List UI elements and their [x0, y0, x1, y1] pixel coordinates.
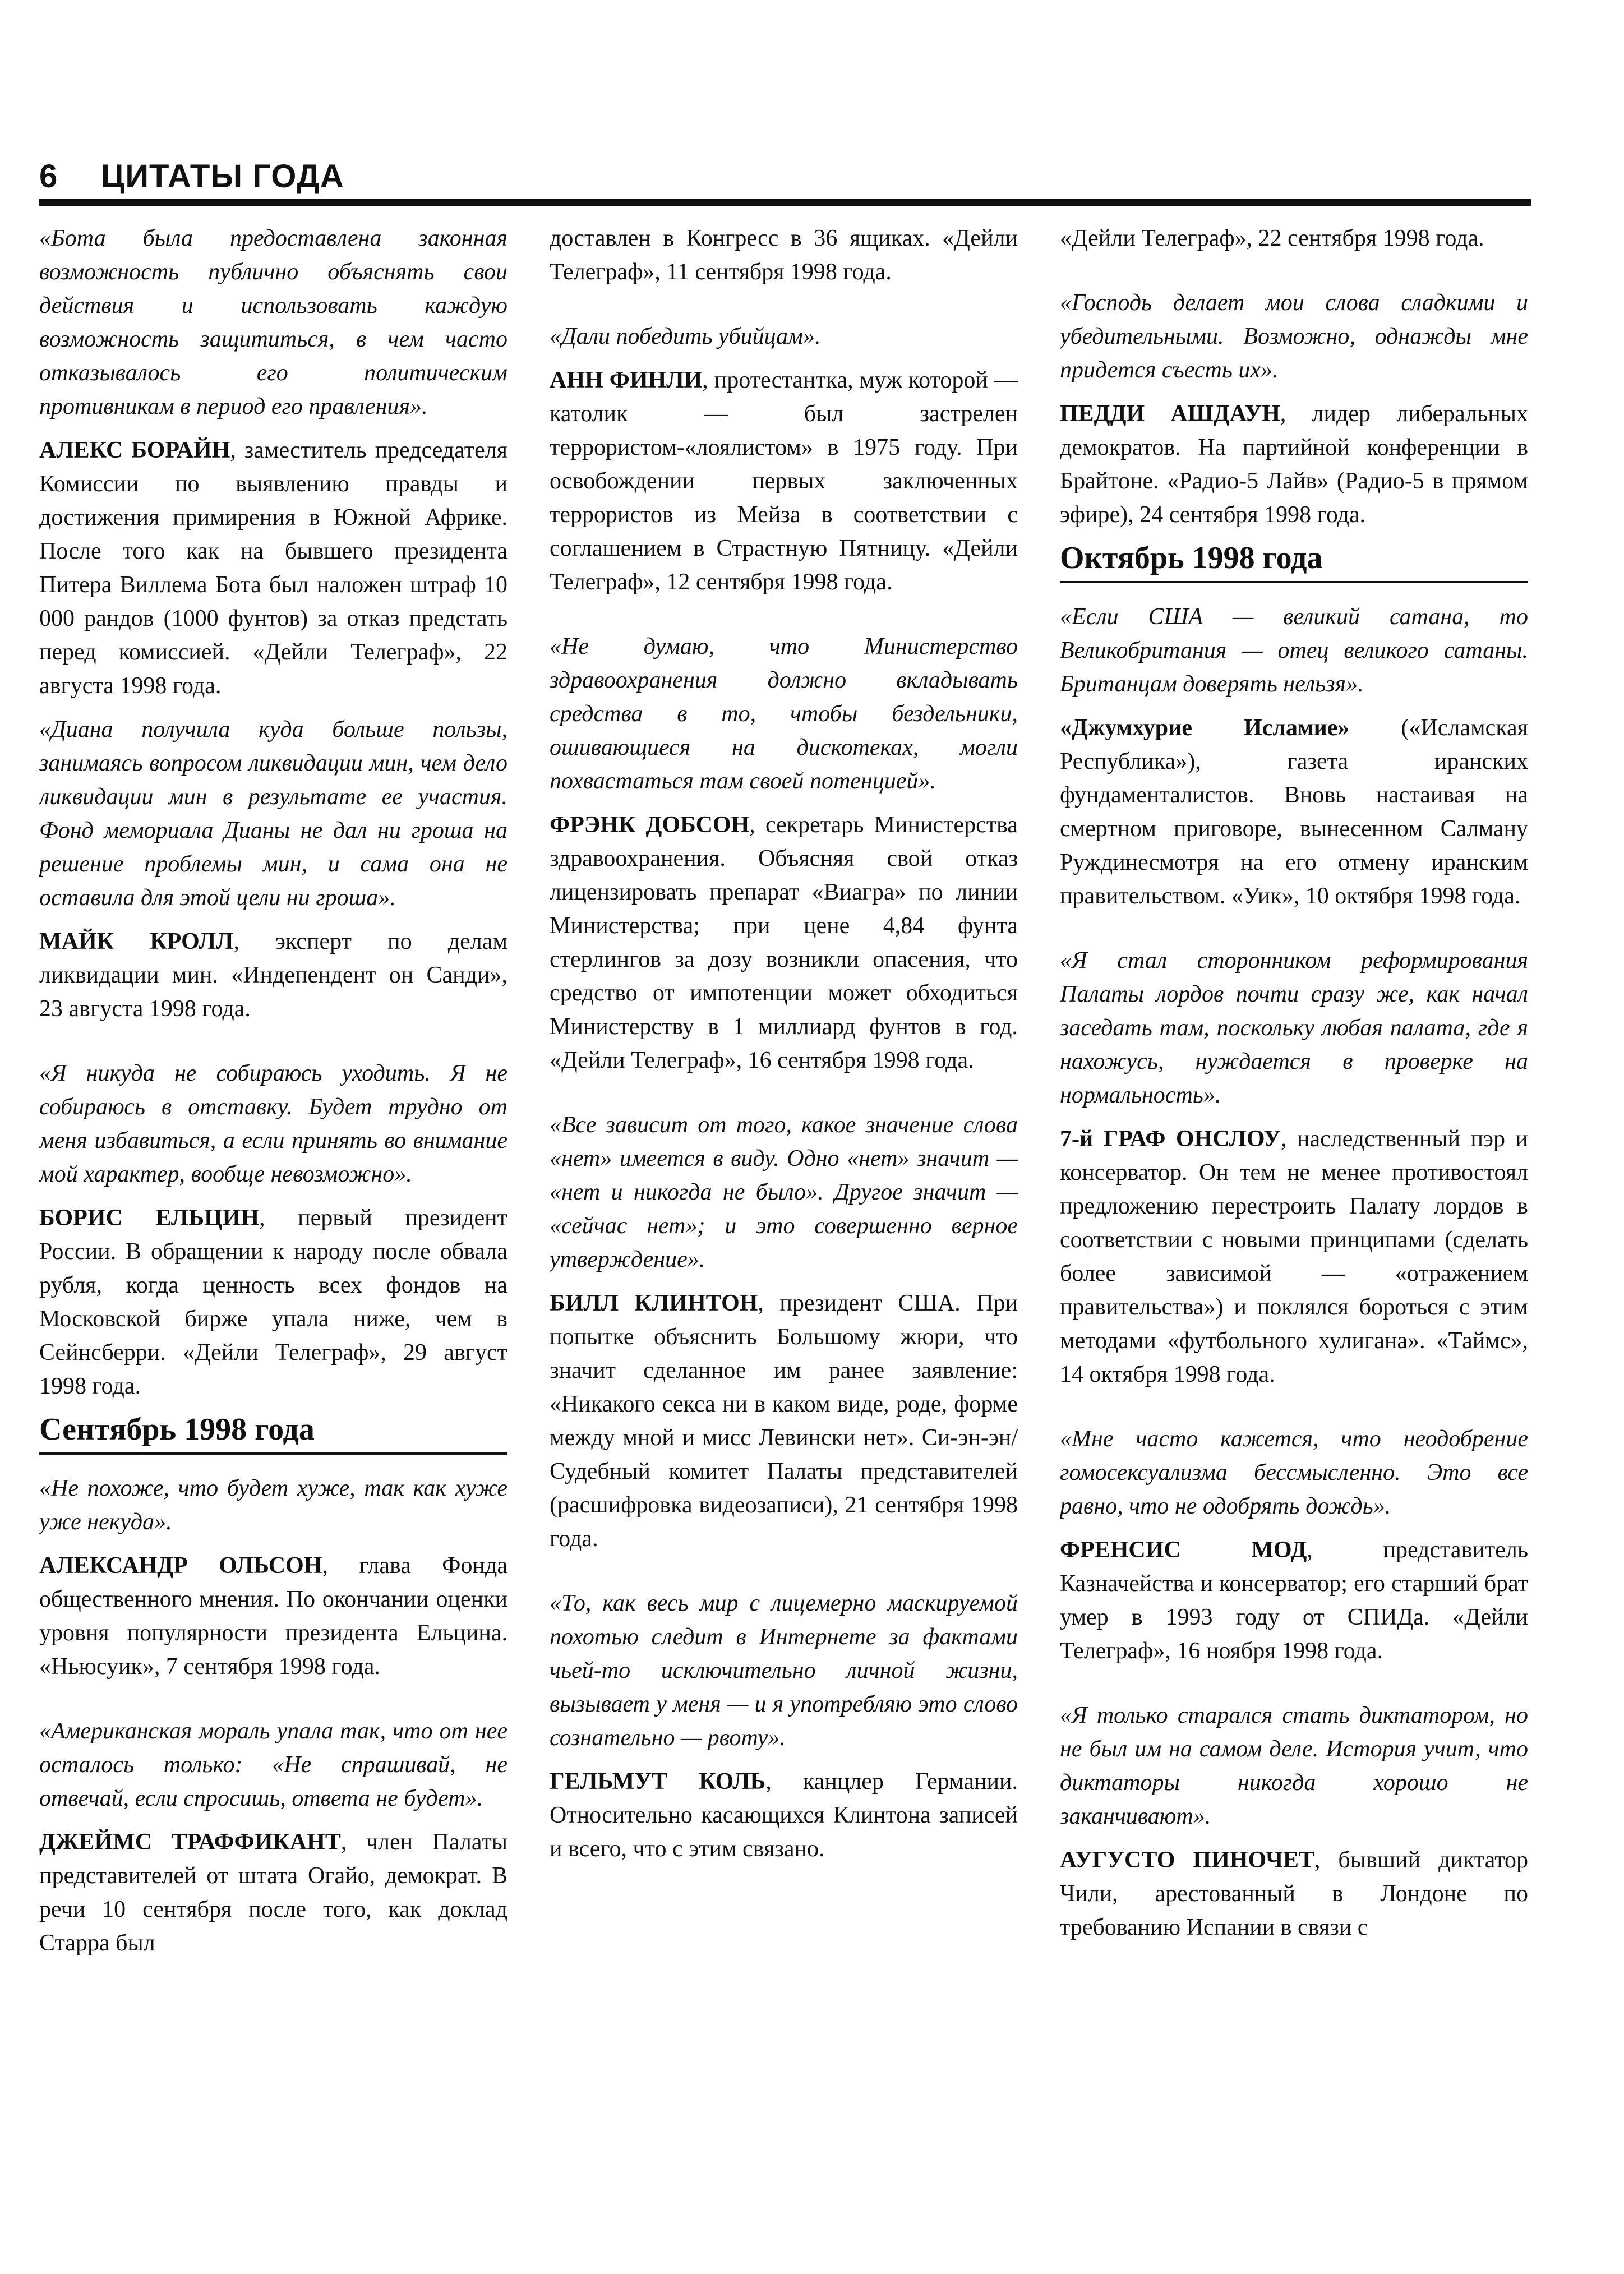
- page-header: [39, 154, 1531, 199]
- attribution: [39, 925, 507, 1026]
- quote: «Господь делает мои слова сладкими и убедительными. Возможно, однажды мне придется съесть их».: [1060, 290, 1528, 383]
- attribution-text: , канцлер Германии. Относительно касающихся Клинтона записей и всего, что с этим связано.: [550, 1769, 1018, 1862]
- attribution: [39, 433, 507, 703]
- speaker-name: ДЖЕЙМС ТРАФФИКАНТ: [39, 1829, 341, 1855]
- column-3: [1060, 222, 1528, 2173]
- speaker-name: МАЙК КРОЛЛ: [39, 929, 234, 954]
- quote: «Американская мораль упала так, что от нее осталось только: «Не спрашивай, не отвечай, если спросишь, ответа не будет».: [39, 1718, 507, 1811]
- attribution-text: , наследственный пэр и консерватор. Он тем не менее противостоял предложению перестроить Палату лордов в соответствии с новыми принципами (сделать более зависимой — «отражением правительства») и поклялся бороться с этим методами «футбольного хулигана». «Таймс», 14 октября 1998 года.: [1060, 1126, 1528, 1387]
- quote: «Я только старался стать диктатором, но не был им на самом деле. История учит, что диктаторы никогда хорошо не заканчивают».: [1060, 1703, 1528, 1829]
- attribution: [550, 363, 1018, 599]
- quote: «Я никуда не собираюсь уходить. Я не собираюсь в отставку. Будет трудно от меня избавиться, а если принять во внимание мой характер, вообще невозможно».: [39, 1060, 507, 1187]
- attribution: [1060, 1122, 1528, 1391]
- quote: «Не похоже, что будет хуже, так как хуже уже некуда».: [39, 1475, 507, 1535]
- continued-text: «Дейли Телеграф», 22 сентября 1998 года.: [1060, 225, 1484, 251]
- attribution-text: , президент США. При попытке объяснить Большому жюри, что значит сделанное им ранее заявление: «Никакого секса ни в каком виде, роде, форме между мной и мисс Левински нет». Си-эн-эн/Судебный комитет Палаты представителей (расшифровка видеозаписи), 21 сентября 1998 года.: [550, 1290, 1018, 1552]
- attribution-text: , представитель Казначейства и консерватор; его старший брат умер в 1993 году от СПИДа. «Дейли Телеграф», 16 ноября 1998 года.: [1060, 1537, 1528, 1664]
- speaker-name: ФРЭНК ДОБСОН: [550, 812, 750, 838]
- attribution: [550, 808, 1018, 1077]
- section-heading-september: Сентябрь 1998 года: [39, 1410, 507, 1455]
- quote: «Дали победить убийцам».: [550, 324, 821, 349]
- column-2: [550, 222, 1018, 2173]
- attribution-text: , эксперт по делам ликвидации мин. «Индепендент он Санди», 23 августа 1998 года.: [39, 929, 507, 1022]
- speaker-name: АНН ФИНЛИ: [550, 367, 703, 393]
- attribution: [1060, 397, 1528, 532]
- attribution: [550, 1765, 1018, 1866]
- quote: «Мне часто кажется, что неодобрение гомосексуализма бессмысленно. Это все равно, что не одобрять дождь».: [1060, 1426, 1528, 1519]
- quote: «Я стал сторонником реформирования Палаты лордов почти сразу же, как начал заседать там, поскольку любая палата, где я нахожусь, нуждается в проверке на нормальность».: [1060, 948, 1528, 1108]
- quote: «Диана получила куда больше пользы, занимаясь вопросом ликвидации мин, чем дело ликвидации мин в результате ее участия. Фонд мемориала Дианы не дал ни гроша на решение проблемы мин, и сама она не оставила для этой цели ни гроша».: [39, 717, 507, 911]
- attribution: [1060, 1533, 1528, 1668]
- section-heading-october: Октябрь 1998 года: [1060, 538, 1528, 583]
- speaker-name: 7-й ГРАФ ОНСЛОУ: [1060, 1126, 1281, 1152]
- speaker-name: АЛЕКС БОРАЙН: [39, 437, 230, 463]
- speaker-name: АУГУСТО ПИНОЧЕТ: [1060, 1847, 1314, 1873]
- continued-text: доставлен в Конгресс в 36 ящиках. «Дейли Телеграф», 11 сентября 1998 года.: [550, 225, 1018, 285]
- column-1: [39, 222, 507, 2173]
- attribution: [39, 1549, 507, 1683]
- attribution: [39, 1201, 507, 1403]
- page-number: 6: [39, 158, 58, 195]
- attribution: [39, 1825, 507, 1960]
- quote: «То, как весь мир с лицемерно маскируемой похотью следит в Интернете за фактами чьей-то исключительно личной жизни, вызывает у меня — и я употребляю это слово сознательно — рвоту».: [550, 1590, 1018, 1751]
- quote: «Если США — великий сатана, то Великобритания — отец великого сатаны. Британцам доверять нельзя».: [1060, 604, 1528, 697]
- attribution-text: («Исламская Республика»), газета иранских фундаменталистов. Вновь настаивая на смертном приговоре, вынесенном Салману Руждинесмотря на его отмену иранским правительством. «Уик», 10 октября 1998 года.: [1060, 715, 1528, 909]
- speaker-name: ГЕЛЬМУТ КОЛЬ: [550, 1769, 766, 1795]
- attribution-text: , член Палаты представителей от штата Огайо, демократ. В речи 10 сентября после того, как доклад Старра был: [39, 1829, 507, 1956]
- quote: «Не думаю, что Министерство здравоохранения должно вкладывать средства в то, чтобы бездельники, ошивающиеся на дискотеках, могли похвастаться там своей потенцией».: [550, 634, 1018, 794]
- header-rule: [39, 199, 1531, 206]
- attribution-text: , бывший диктатор Чили, арестованный в Лондоне по требованию Испании в связи с: [1060, 1847, 1528, 1940]
- attribution-text: , секретарь Министерства здравоохранения. Объясняя свой отказ лицензировать препарат «Виагра» по линии Министерства; при цене 4,84 фунта стерлингов за дозу возникли опасения, что средство от импотенции может обходиться Министерству в 1 миллиард фунтов в год. «Дейли Телеграф», 16 сентября 1998 года.: [550, 812, 1018, 1073]
- attribution: [1060, 1843, 1528, 1944]
- speaker-name: БИЛЛ КЛИНТОН: [550, 1290, 758, 1316]
- speaker-name: БОРИС ЕЛЬЦИН: [39, 1205, 259, 1231]
- attribution-text: , заместитель председателя Комиссии по выявлению правды и достижения примирения в Южной Африке. После того как на бывшего президента Питера Виллема Бота был наложен штраф 10 000 рандов (1000 фунтов) за отказ предстать перед комиссией. «Дейли Телеграф», 22 августа 1998 года.: [39, 437, 507, 699]
- attribution: [1060, 711, 1528, 913]
- attribution-text: , протестантка, муж которой — католик — был застрелен террористом-«лоялистом» в 1975 году. При освобождении первых заключенных террористов из Мейза в соответствии с соглашением в Страстную Пятницу. «Дейли Телеграф», 12 сентября 1998 года.: [550, 367, 1018, 595]
- page-title: ЦИТАТЫ ГОДА: [101, 158, 344, 195]
- speaker-name: АЛЕКСАНДР ОЛЬСОН: [39, 1553, 322, 1579]
- speaker-name: ПЕДДИ АШДАУН: [1060, 401, 1280, 427]
- attribution-text: , глава Фонда общественного мнения. По окончании оценки уровня популярности президента Ельцина. «Ньюсуик», 7 сентября 1998 года.: [39, 1553, 507, 1680]
- quote: «Все зависит от того, какое значение слова «нет» имеется в виду. Одно «нет» значит — «нет и никогда не было». Другое значит — «сейчас нет»; и это совершенно верное утверждение».: [550, 1112, 1018, 1272]
- speaker-name: «Джумхурие Исламие»: [1060, 715, 1350, 741]
- attribution-text: , лидер либеральных демократов. На партийной конференции в Брайтоне. «Радио-5 Лайв» (Радио-5 в прямом эфире), 24 сентября 1998 года.: [1060, 401, 1528, 528]
- quote: «Бота была предоставлена законная возможность публично объяснять свои действия и использовать каждую возможность защититься, в чем часто отказывалось его политическим противникам в период его правления».: [39, 225, 507, 419]
- speaker-name: ФРЕНСИС МОД: [1060, 1537, 1307, 1563]
- attribution-text: , первый президент России. В обращении к народу после обвала рубля, когда ценность всех фондов на Московской бирже упала ниже, чем в Сейнсберри. «Дейли Телеграф», 29 август 1998 года.: [39, 1205, 507, 1399]
- attribution: [550, 1286, 1018, 1556]
